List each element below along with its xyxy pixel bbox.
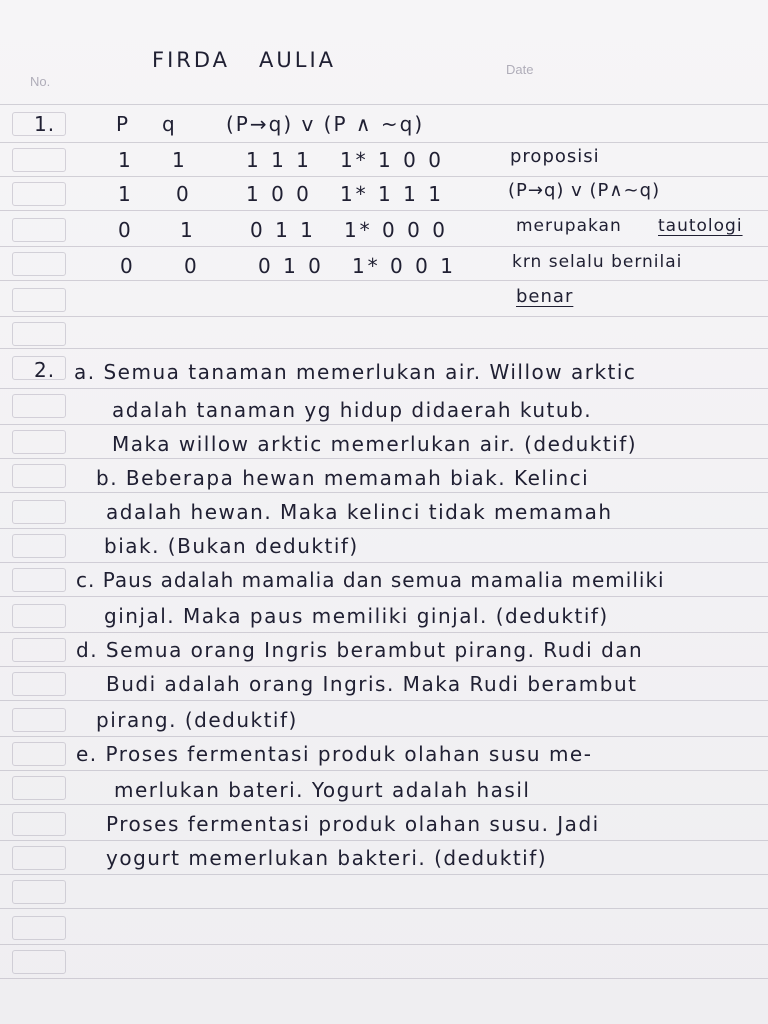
ruled-line [0, 142, 768, 143]
answer-line: Maka willow arktic memerlukan air. (deduktif) [112, 432, 638, 456]
margin-box [12, 252, 66, 276]
ruled-line [0, 632, 768, 633]
ruled-line [0, 770, 768, 771]
margin-box [12, 776, 66, 800]
ruled-line [0, 562, 768, 563]
ruled-line [0, 458, 768, 459]
ruled-line [0, 840, 768, 841]
ruled-line [0, 104, 768, 105]
answer-line: d. Semua orang Ingris berambut pirang. Rudi dan [76, 638, 644, 662]
answer-line: b. Beberapa hewan memamah biak. Kelinci [96, 466, 590, 490]
truth-table-header-q: q [162, 112, 178, 136]
margin-box [12, 604, 66, 628]
no-label: No. [30, 74, 51, 89]
answer-line: e. Proses fermentasi produk olahan susu me- [76, 742, 593, 766]
margin-box [12, 708, 66, 732]
ruled-line [0, 492, 768, 493]
ruled-line [0, 736, 768, 737]
question-2-number: 2. [34, 358, 56, 382]
ruled-line [0, 944, 768, 945]
answer-line: biak. (Bukan deduktif) [104, 534, 359, 558]
margin-box [12, 568, 66, 592]
truth-table-cell: 0 1 1 1* 0 0 0 [250, 218, 448, 242]
ruled-line [0, 596, 768, 597]
ruled-line [0, 424, 768, 425]
ruled-line [0, 176, 768, 177]
margin-box [12, 880, 66, 904]
ruled-line [0, 804, 768, 805]
answer-line: Proses fermentasi produk olahan susu. Jadi [106, 812, 600, 836]
margin-box [12, 742, 66, 766]
note-expression: (P→q) v (P∧~q) [508, 180, 661, 201]
truth-table-cell: 1 [180, 218, 196, 242]
note-tautologi: tautologi [658, 216, 743, 236]
answer-line: a. Semua tanaman memerlukan air. Willow arktic [74, 360, 637, 384]
answer-line: merlukan bateri. Yogurt adalah hasil [114, 778, 531, 802]
note-proposisi: proposisi [510, 146, 600, 167]
date-label: Date [506, 62, 534, 77]
ruled-line [0, 316, 768, 317]
margin-box [12, 322, 66, 346]
margin-box [12, 500, 66, 524]
truth-table-cell: 1 [118, 148, 134, 172]
ruled-line [0, 908, 768, 909]
truth-table-cell: 1 [172, 148, 188, 172]
truth-table-cell: 1 0 0 1* 1 1 1 [246, 182, 444, 206]
margin-box [12, 950, 66, 974]
ruled-line [0, 210, 768, 211]
margin-box [12, 812, 66, 836]
answer-line: adalah tanaman yg hidup didaerah kutub. [112, 398, 593, 422]
ruled-line [0, 388, 768, 389]
answer-line: Budi adalah orang Ingris. Maka Rudi berambut [106, 672, 638, 696]
margin-box [12, 534, 66, 558]
ruled-line [0, 348, 768, 349]
truth-table-cell: 1 [118, 182, 134, 206]
ruled-line [0, 666, 768, 667]
answer-line: yogurt memerlukan bakteri. (deduktif) [106, 846, 548, 870]
truth-table-cell: 0 [176, 182, 192, 206]
margin-box [12, 638, 66, 662]
note-benar: benar [516, 286, 574, 307]
note-merupakan: merupakan [516, 216, 622, 236]
answer-line: pirang. (deduktif) [96, 708, 298, 732]
ruled-line [0, 874, 768, 875]
answer-line: adalah hewan. Maka kelinci tidak memamah [106, 500, 613, 524]
truth-table-cell: 1 1 1 1* 1 0 0 [246, 148, 444, 172]
truth-table-cell: 0 [184, 254, 200, 278]
answer-line: c. Paus adalah mamalia dan semua mamalia memiliki [76, 568, 665, 592]
ruled-line [0, 246, 768, 247]
margin-box [12, 394, 66, 418]
margin-box [12, 464, 66, 488]
ruled-line [0, 280, 768, 281]
margin-box [12, 218, 66, 242]
margin-box [12, 288, 66, 312]
student-name: FIRDA AULIA [152, 48, 337, 72]
ruled-line [0, 978, 768, 979]
margin-box [12, 916, 66, 940]
truth-table-cell: 0 [118, 218, 134, 242]
answer-line: ginjal. Maka paus memiliki ginjal. (deduktif) [104, 604, 609, 628]
ruled-line [0, 700, 768, 701]
margin-box [12, 430, 66, 454]
truth-table-header-p: P [116, 112, 132, 136]
margin-box [12, 672, 66, 696]
margin-box [12, 148, 66, 172]
truth-table-header-expr: (P→q) v (P ∧ ~q) [226, 112, 425, 136]
question-1-number: 1. [34, 112, 56, 136]
ruled-line [0, 528, 768, 529]
note-selalu-bernilai: krn selalu bernilai [512, 252, 683, 272]
margin-box [12, 846, 66, 870]
truth-table-cell: 0 [120, 254, 136, 278]
truth-table-cell: 0 1 0 1* 0 0 1 [258, 254, 456, 278]
margin-box [12, 182, 66, 206]
